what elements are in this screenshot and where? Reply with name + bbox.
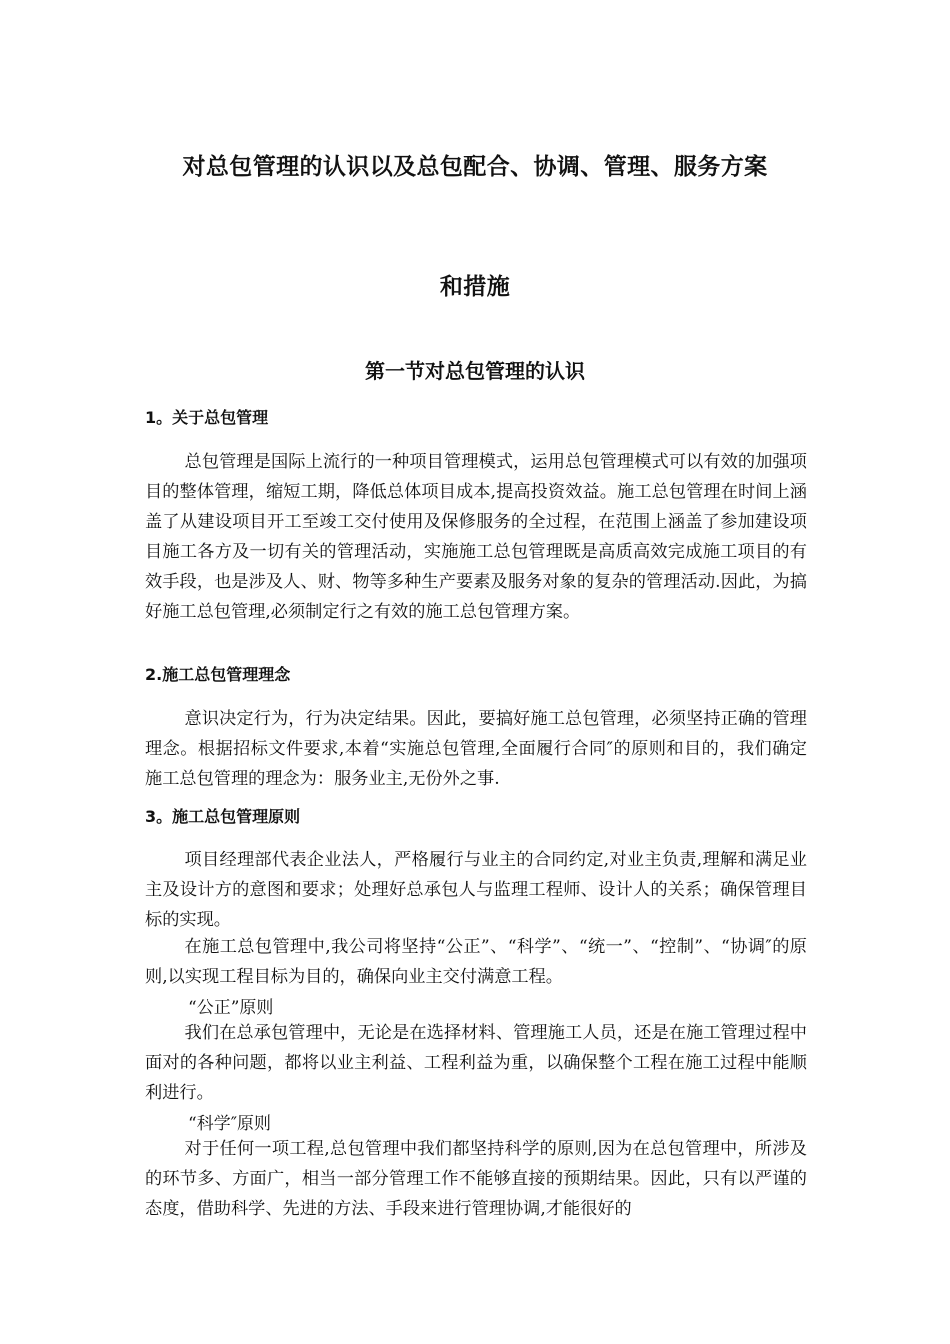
paragraph-principles-intro: 项目经理部代表企业法人，严格履行与业主的合同约定,对业主负责,理解和满足业主及设计方的意图和要求；处理好总承包人与监理工程师、设计人的关系；确保管理目标的实现。 (145, 850, 807, 930)
subheading-1: 1。关于总包管理 (145, 408, 269, 427)
label-fairness-principle: “公正”原则 (188, 998, 274, 1018)
subheading-3: 3。施工总包管理原则 (145, 807, 301, 826)
paragraph-about-general-contracting: 总包管理是国际上流行的一种项目管理模式，运用总包管理模式可以有效的加强项目的整体管理，缩短工期，降低总体项目成本,提高投资效益。施工总包管理在时间上涵盖了从建设项目开工至竣工交付使用及保修服务的全过程，在范围上涵盖了参加建设项目施工各方及一切有关的管理活动，实施施工总包管理既是高质高效完成施工项目的有效手段，也是涉及人、财、物等多种生产要素及服务对象的复杂的管理活动.因此，为搞好施工总包管理,必须制定行之有效的施工总包管理方案。 (145, 452, 807, 622)
section-heading: 第一节对总包管理的认识 (365, 359, 585, 383)
label-science-principle: “科学″原则 (188, 1114, 272, 1134)
paragraph-principles-list: 在施工总包管理中,我公司将坚持“公正”、“科学”、“统一”、“控制”、“协调″的原则,以实现工程目标为目的，确保向业主交付满意工程。 (145, 937, 807, 987)
subheading-2: 2.施工总包管理理念 (145, 665, 291, 684)
paragraph-fairness-principle: 我们在总承包管理中，无论是在选择材料、管理施工人员，还是在施工管理过程中面对的各种问题，都将以业主利益、工程利益为重，以确保整个工程在施工过程中能顺利进行。 (145, 1023, 807, 1103)
paragraph-management-concept: 意识决定行为，行为决定结果。因此，要搞好施工总包管理，必须坚持正确的管理理念。根据招标文件要求,本着“实施总包管理,全面履行合同″的原则和目的，我们确定施工总包管理的理念为：服务业主,无份外之事. (145, 709, 807, 789)
document-title-line-2: 和措施 (439, 274, 511, 300)
paragraph-science-principle: 对于任何一项工程,总包管理中我们都坚持科学的原则,因为在总包管理中，所涉及的环节多、方面广，相当一部分管理工作不能够直接的预期结果。因此，只有以严谨的态度，借助科学、先进的方法、手段来进行管理协调,才能很好的 (145, 1139, 807, 1219)
document-title-line-1: 对总包管理的认识以及总包配合、协调、管理、服务方案 (182, 154, 768, 180)
